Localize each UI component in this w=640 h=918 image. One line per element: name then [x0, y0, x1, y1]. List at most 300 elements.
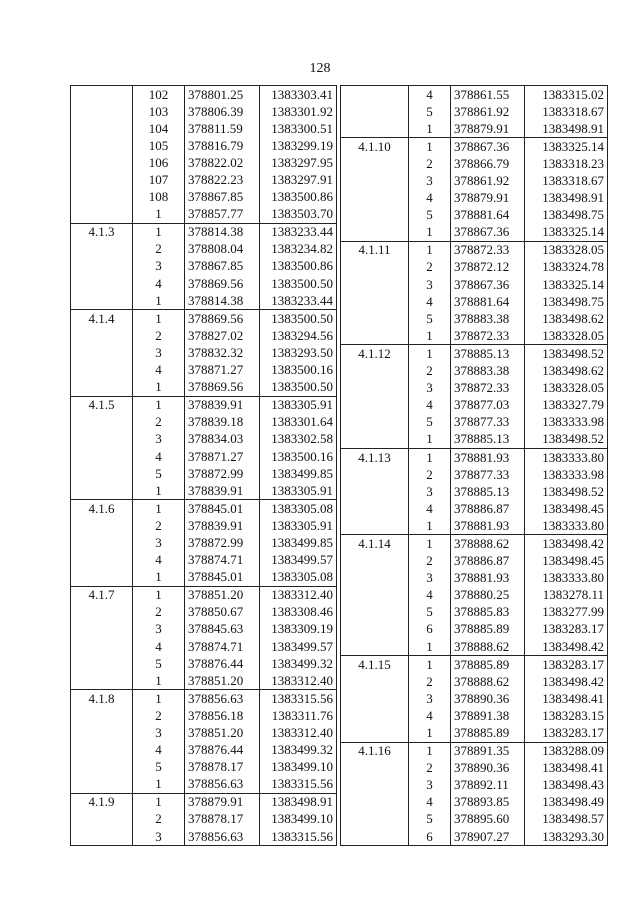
point-number-cell: 2: [409, 466, 451, 483]
x-coordinate-cell: 378886.87: [451, 553, 525, 570]
y-coordinate-cell: 1383300.51: [260, 120, 337, 137]
point-number-cell: 104: [133, 120, 185, 137]
x-coordinate-cell: 378895.60: [451, 811, 525, 828]
table-row: [341, 327, 608, 345]
table-row: [71, 707, 337, 724]
table-row: [71, 103, 337, 120]
point-number-cell: 107: [133, 171, 185, 188]
point-number-cell: 105: [133, 137, 185, 154]
x-coordinate-cell: 378856.63: [185, 828, 260, 846]
table-row: [71, 586, 337, 604]
x-coordinate-cell: 378890.36: [451, 690, 525, 707]
section-cell: [341, 380, 409, 397]
y-coordinate-cell: 1383333.80: [525, 570, 608, 587]
x-coordinate-cell: 378839.91: [185, 482, 260, 500]
table-row: [341, 535, 608, 553]
x-coordinate-cell: 378808.04: [185, 241, 260, 258]
section-cell: [341, 690, 409, 707]
x-coordinate-cell: 378891.38: [451, 707, 525, 724]
section-cell: [71, 759, 133, 776]
section-cell: [71, 638, 133, 655]
table-row: [341, 777, 608, 794]
section-cell: [341, 553, 409, 570]
point-number-cell: 1: [133, 672, 185, 690]
x-coordinate-cell: 378883.38: [451, 363, 525, 380]
y-coordinate-cell: 1383327.79: [525, 397, 608, 414]
x-coordinate-cell: 378885.89: [451, 656, 525, 674]
x-coordinate-cell: 378885.83: [451, 604, 525, 621]
x-coordinate-cell: 378874.71: [185, 638, 260, 655]
y-coordinate-cell: 1383498.62: [525, 363, 608, 380]
x-coordinate-cell: 378856.18: [185, 707, 260, 724]
table-row: [71, 327, 337, 344]
section-cell: 4.1.16: [341, 742, 409, 760]
section-cell: [341, 327, 409, 345]
section-cell: [341, 431, 409, 449]
x-coordinate-cell: 378881.93: [451, 517, 525, 535]
point-number-cell: 1: [133, 482, 185, 500]
table-row: [71, 517, 337, 534]
section-cell: 4.1.12: [341, 345, 409, 363]
point-number-cell: 1: [409, 224, 451, 242]
point-number-cell: 1: [409, 742, 451, 760]
x-coordinate-cell: 378801.25: [185, 86, 260, 104]
y-coordinate-cell: 1383333.98: [525, 466, 608, 483]
y-coordinate-cell: 1383498.91: [260, 793, 337, 811]
y-coordinate-cell: 1383500.16: [260, 362, 337, 379]
table-row: [71, 776, 337, 794]
section-cell: 4.1.15: [341, 656, 409, 674]
x-coordinate-cell: 378869.56: [185, 379, 260, 397]
section-cell: [341, 259, 409, 276]
point-number-cell: 4: [409, 500, 451, 517]
table-row: [341, 293, 608, 310]
point-number-cell: 1: [133, 396, 185, 414]
table-row: [341, 724, 608, 742]
section-cell: [71, 275, 133, 292]
table-row: [341, 431, 608, 449]
y-coordinate-cell: 1383312.40: [260, 724, 337, 741]
x-coordinate-cell: 378869.56: [185, 310, 260, 328]
x-coordinate-cell: 378877.03: [451, 397, 525, 414]
point-number-cell: 3: [133, 431, 185, 448]
y-coordinate-cell: 1383325.14: [525, 276, 608, 293]
table-row: [71, 86, 337, 104]
y-coordinate-cell: 1383301.64: [260, 414, 337, 431]
section-cell: 4.1.14: [341, 535, 409, 553]
y-coordinate-cell: 1383499.10: [260, 811, 337, 828]
y-coordinate-cell: 1383498.52: [525, 345, 608, 363]
table-row: [341, 673, 608, 690]
y-coordinate-cell: 1383293.50: [260, 344, 337, 361]
point-number-cell: 3: [133, 258, 185, 275]
table-row: [341, 138, 608, 156]
y-coordinate-cell: 1383499.10: [260, 759, 337, 776]
section-cell: [71, 103, 133, 120]
section-cell: [71, 776, 133, 794]
point-number-cell: 4: [133, 275, 185, 292]
table-row: [341, 553, 608, 570]
y-coordinate-cell: 1383499.85: [260, 534, 337, 551]
x-coordinate-cell: 378867.36: [451, 224, 525, 242]
table-row: [341, 207, 608, 224]
section-cell: [341, 363, 409, 380]
x-coordinate-cell: 378881.93: [451, 570, 525, 587]
x-coordinate-cell: 378885.13: [451, 483, 525, 500]
table-row: [341, 345, 608, 363]
x-coordinate-cell: 378886.87: [451, 500, 525, 517]
section-cell: [71, 189, 133, 206]
table-row: [341, 638, 608, 656]
section-cell: [341, 794, 409, 811]
x-coordinate-cell: 378885.89: [451, 621, 525, 638]
point-number-cell: 1: [409, 345, 451, 363]
x-coordinate-cell: 378845.01: [185, 500, 260, 518]
x-coordinate-cell: 378845.01: [185, 569, 260, 587]
section-cell: 4.1.3: [71, 223, 133, 241]
table-row: [341, 587, 608, 604]
point-number-cell: 4: [409, 293, 451, 310]
table-row: [71, 275, 337, 292]
section-cell: [341, 293, 409, 310]
table-row: [341, 259, 608, 276]
table-row: [341, 120, 608, 138]
point-number-cell: 2: [133, 414, 185, 431]
y-coordinate-cell: 1383315.56: [260, 776, 337, 794]
section-cell: [341, 724, 409, 742]
table-row: [71, 171, 337, 188]
point-number-cell: 2: [133, 517, 185, 534]
y-coordinate-cell: 1383312.40: [260, 672, 337, 690]
y-coordinate-cell: 1383324.78: [525, 259, 608, 276]
coordinates-table-left: [70, 85, 337, 846]
x-coordinate-cell: 378871.27: [185, 448, 260, 465]
section-cell: [341, 604, 409, 621]
table-row: [71, 344, 337, 361]
x-coordinate-cell: 378907.27: [451, 828, 525, 846]
page-number: 128: [309, 61, 331, 76]
y-coordinate-cell: 1383233.44: [260, 292, 337, 310]
y-coordinate-cell: 1383498.52: [525, 431, 608, 449]
table-row: [341, 363, 608, 380]
table-row: [71, 793, 337, 811]
point-number-cell: 5: [409, 414, 451, 431]
table-row: [71, 137, 337, 154]
x-coordinate-cell: 378845.63: [185, 621, 260, 638]
y-coordinate-cell: 1383297.91: [260, 171, 337, 188]
section-cell: [71, 327, 133, 344]
table-row: [71, 120, 337, 137]
section-cell: [71, 552, 133, 569]
y-coordinate-cell: 1383325.14: [525, 224, 608, 242]
y-coordinate-cell: 1383315.02: [525, 86, 608, 104]
table-row: [71, 310, 337, 328]
y-coordinate-cell: 1383278.11: [525, 587, 608, 604]
x-coordinate-cell: 378856.63: [185, 690, 260, 708]
section-cell: 4.1.8: [71, 690, 133, 708]
y-coordinate-cell: 1383294.56: [260, 327, 337, 344]
y-coordinate-cell: 1383305.08: [260, 500, 337, 518]
point-number-cell: 5: [133, 759, 185, 776]
x-coordinate-cell: 378851.20: [185, 724, 260, 741]
y-coordinate-cell: 1383312.40: [260, 586, 337, 604]
y-coordinate-cell: 1383498.41: [525, 760, 608, 777]
point-number-cell: 2: [133, 604, 185, 621]
section-cell: [341, 500, 409, 517]
section-cell: [341, 207, 409, 224]
y-coordinate-cell: 1383498.62: [525, 310, 608, 327]
section-cell: 4.1.13: [341, 448, 409, 466]
point-number-cell: 1: [409, 656, 451, 674]
y-coordinate-cell: 1383315.56: [260, 690, 337, 708]
y-coordinate-cell: 1383283.15: [525, 707, 608, 724]
point-number-cell: 3: [133, 828, 185, 846]
x-coordinate-cell: 378851.20: [185, 586, 260, 604]
point-number-cell: 1: [133, 379, 185, 397]
point-number-cell: 1: [133, 690, 185, 708]
point-number-cell: 2: [409, 259, 451, 276]
y-coordinate-cell: 1383328.05: [525, 380, 608, 397]
coordinates-table-right: [340, 85, 608, 846]
y-coordinate-cell: 1383500.50: [260, 310, 337, 328]
section-cell: [71, 241, 133, 258]
x-coordinate-cell: 378881.64: [451, 293, 525, 310]
table-row: [341, 86, 608, 104]
x-coordinate-cell: 378814.38: [185, 223, 260, 241]
section-cell: [71, 655, 133, 672]
point-number-cell: 3: [409, 777, 451, 794]
table-row: [341, 172, 608, 189]
section-cell: [341, 517, 409, 535]
y-coordinate-cell: 1383500.16: [260, 448, 337, 465]
section-cell: [341, 276, 409, 293]
point-number-cell: 1: [409, 535, 451, 553]
y-coordinate-cell: 1383333.80: [525, 448, 608, 466]
y-coordinate-cell: 1383498.49: [525, 794, 608, 811]
section-cell: [71, 724, 133, 741]
x-coordinate-cell: 378876.44: [185, 742, 260, 759]
x-coordinate-cell: 378814.38: [185, 292, 260, 310]
table-row: [71, 811, 337, 828]
section-cell: 4.1.10: [341, 138, 409, 156]
section-cell: [341, 86, 409, 104]
x-coordinate-cell: 378874.71: [185, 552, 260, 569]
y-coordinate-cell: 1383498.42: [525, 535, 608, 553]
point-number-cell: 1: [133, 793, 185, 811]
section-cell: [71, 431, 133, 448]
x-coordinate-cell: 378893.85: [451, 794, 525, 811]
table-row: [71, 206, 337, 224]
y-coordinate-cell: 1383328.05: [525, 241, 608, 259]
table-row: [341, 276, 608, 293]
x-coordinate-cell: 378822.02: [185, 154, 260, 171]
section-cell: [341, 224, 409, 242]
table-row: [71, 500, 337, 518]
point-number-cell: 5: [133, 465, 185, 482]
table-row: [341, 604, 608, 621]
y-coordinate-cell: 1383283.17: [525, 621, 608, 638]
point-number-cell: 3: [409, 172, 451, 189]
section-cell: [71, 258, 133, 275]
x-coordinate-cell: 378877.33: [451, 414, 525, 431]
point-number-cell: 3: [409, 690, 451, 707]
y-coordinate-cell: 1383308.46: [260, 604, 337, 621]
point-number-cell: 6: [409, 621, 451, 638]
table-row: [71, 292, 337, 310]
y-coordinate-cell: 1383499.32: [260, 655, 337, 672]
x-coordinate-cell: 378872.33: [451, 241, 525, 259]
section-cell: [341, 587, 409, 604]
y-coordinate-cell: 1383499.32: [260, 742, 337, 759]
table-row: [341, 397, 608, 414]
point-number-cell: 106: [133, 154, 185, 171]
section-cell: [341, 483, 409, 500]
table-row: [341, 190, 608, 207]
table-row: [341, 448, 608, 466]
point-number-cell: 3: [409, 276, 451, 293]
point-number-cell: 5: [409, 207, 451, 224]
table-row: [71, 396, 337, 414]
table-row: [341, 811, 608, 828]
x-coordinate-cell: 378892.11: [451, 777, 525, 794]
point-number-cell: 2: [133, 707, 185, 724]
table-row: [71, 362, 337, 379]
section-cell: 4.1.9: [71, 793, 133, 811]
section-cell: [341, 707, 409, 724]
y-coordinate-cell: 1383309.19: [260, 621, 337, 638]
point-number-cell: 3: [409, 483, 451, 500]
y-coordinate-cell: 1383288.09: [525, 742, 608, 760]
x-coordinate-cell: 378857.77: [185, 206, 260, 224]
point-number-cell: 1: [133, 310, 185, 328]
section-cell: [341, 811, 409, 828]
point-number-cell: 1: [133, 586, 185, 604]
table-row: [341, 742, 608, 760]
point-number-cell: 3: [133, 534, 185, 551]
x-coordinate-cell: 378869.56: [185, 275, 260, 292]
y-coordinate-cell: 1383499.57: [260, 638, 337, 655]
y-coordinate-cell: 1383301.92: [260, 103, 337, 120]
x-coordinate-cell: 378872.99: [185, 534, 260, 551]
y-coordinate-cell: 1383498.75: [525, 207, 608, 224]
y-coordinate-cell: 1383318.67: [525, 103, 608, 120]
x-coordinate-cell: 378822.23: [185, 171, 260, 188]
section-cell: [341, 397, 409, 414]
point-number-cell: 1: [409, 517, 451, 535]
y-coordinate-cell: 1383283.17: [525, 724, 608, 742]
x-coordinate-cell: 378885.13: [451, 431, 525, 449]
section-cell: [71, 672, 133, 690]
point-number-cell: 6: [409, 828, 451, 846]
point-number-cell: 1: [133, 292, 185, 310]
section-cell: [71, 448, 133, 465]
table-row: [341, 828, 608, 846]
point-number-cell: 4: [409, 587, 451, 604]
table-row: [341, 414, 608, 431]
point-number-cell: 2: [409, 673, 451, 690]
point-number-cell: 4: [409, 86, 451, 104]
table-row: [71, 655, 337, 672]
y-coordinate-cell: 1383500.50: [260, 275, 337, 292]
x-coordinate-cell: 378839.91: [185, 517, 260, 534]
point-number-cell: 103: [133, 103, 185, 120]
point-number-cell: 3: [133, 344, 185, 361]
x-coordinate-cell: 378851.20: [185, 672, 260, 690]
table-row: [71, 724, 337, 741]
table-row: [71, 621, 337, 638]
table-row: [71, 482, 337, 500]
x-coordinate-cell: 378881.93: [451, 448, 525, 466]
y-coordinate-cell: 1383325.14: [525, 138, 608, 156]
x-coordinate-cell: 378885.89: [451, 724, 525, 742]
x-coordinate-cell: 378890.36: [451, 760, 525, 777]
x-coordinate-cell: 378839.18: [185, 414, 260, 431]
table-row: [341, 690, 608, 707]
x-coordinate-cell: 378879.91: [185, 793, 260, 811]
y-coordinate-cell: 1383498.41: [525, 690, 608, 707]
section-cell: [341, 103, 409, 120]
section-cell: [71, 707, 133, 724]
x-coordinate-cell: 378850.67: [185, 604, 260, 621]
section-cell: 4.1.4: [71, 310, 133, 328]
section-cell: [71, 517, 133, 534]
section-cell: [341, 760, 409, 777]
point-number-cell: 4: [409, 397, 451, 414]
section-cell: [71, 811, 133, 828]
table-row: [71, 189, 337, 206]
point-number-cell: 5: [409, 310, 451, 327]
x-coordinate-cell: 378832.32: [185, 344, 260, 361]
point-number-cell: 2: [409, 363, 451, 380]
x-coordinate-cell: 378880.25: [451, 587, 525, 604]
point-number-cell: 1: [133, 206, 185, 224]
y-coordinate-cell: 1383498.75: [525, 293, 608, 310]
y-coordinate-cell: 1383283.17: [525, 656, 608, 674]
table-row: [341, 707, 608, 724]
x-coordinate-cell: 378876.44: [185, 655, 260, 672]
table-row: [341, 155, 608, 172]
y-coordinate-cell: 1383328.05: [525, 327, 608, 345]
table-row: [341, 656, 608, 674]
x-coordinate-cell: 378885.13: [451, 345, 525, 363]
x-coordinate-cell: 378839.91: [185, 396, 260, 414]
point-number-cell: 1: [409, 138, 451, 156]
section-cell: [71, 828, 133, 846]
y-coordinate-cell: 1383498.42: [525, 638, 608, 656]
table-row: [71, 448, 337, 465]
section-cell: [341, 414, 409, 431]
x-coordinate-cell: 378856.63: [185, 776, 260, 794]
section-cell: [341, 570, 409, 587]
table-row: [341, 241, 608, 259]
section-cell: [71, 137, 133, 154]
section-cell: [71, 414, 133, 431]
y-coordinate-cell: 1383498.91: [525, 120, 608, 138]
point-number-cell: 1: [409, 327, 451, 345]
y-coordinate-cell: 1383299.19: [260, 137, 337, 154]
point-number-cell: 1: [409, 724, 451, 742]
x-coordinate-cell: 378867.36: [451, 276, 525, 293]
x-coordinate-cell: 378878.17: [185, 811, 260, 828]
table-row: [71, 154, 337, 171]
section-cell: [71, 569, 133, 587]
section-cell: [71, 86, 133, 104]
x-coordinate-cell: 378827.02: [185, 327, 260, 344]
point-number-cell: 3: [409, 380, 451, 397]
x-coordinate-cell: 378872.99: [185, 465, 260, 482]
table-row: [71, 258, 337, 275]
point-number-cell: 1: [409, 448, 451, 466]
